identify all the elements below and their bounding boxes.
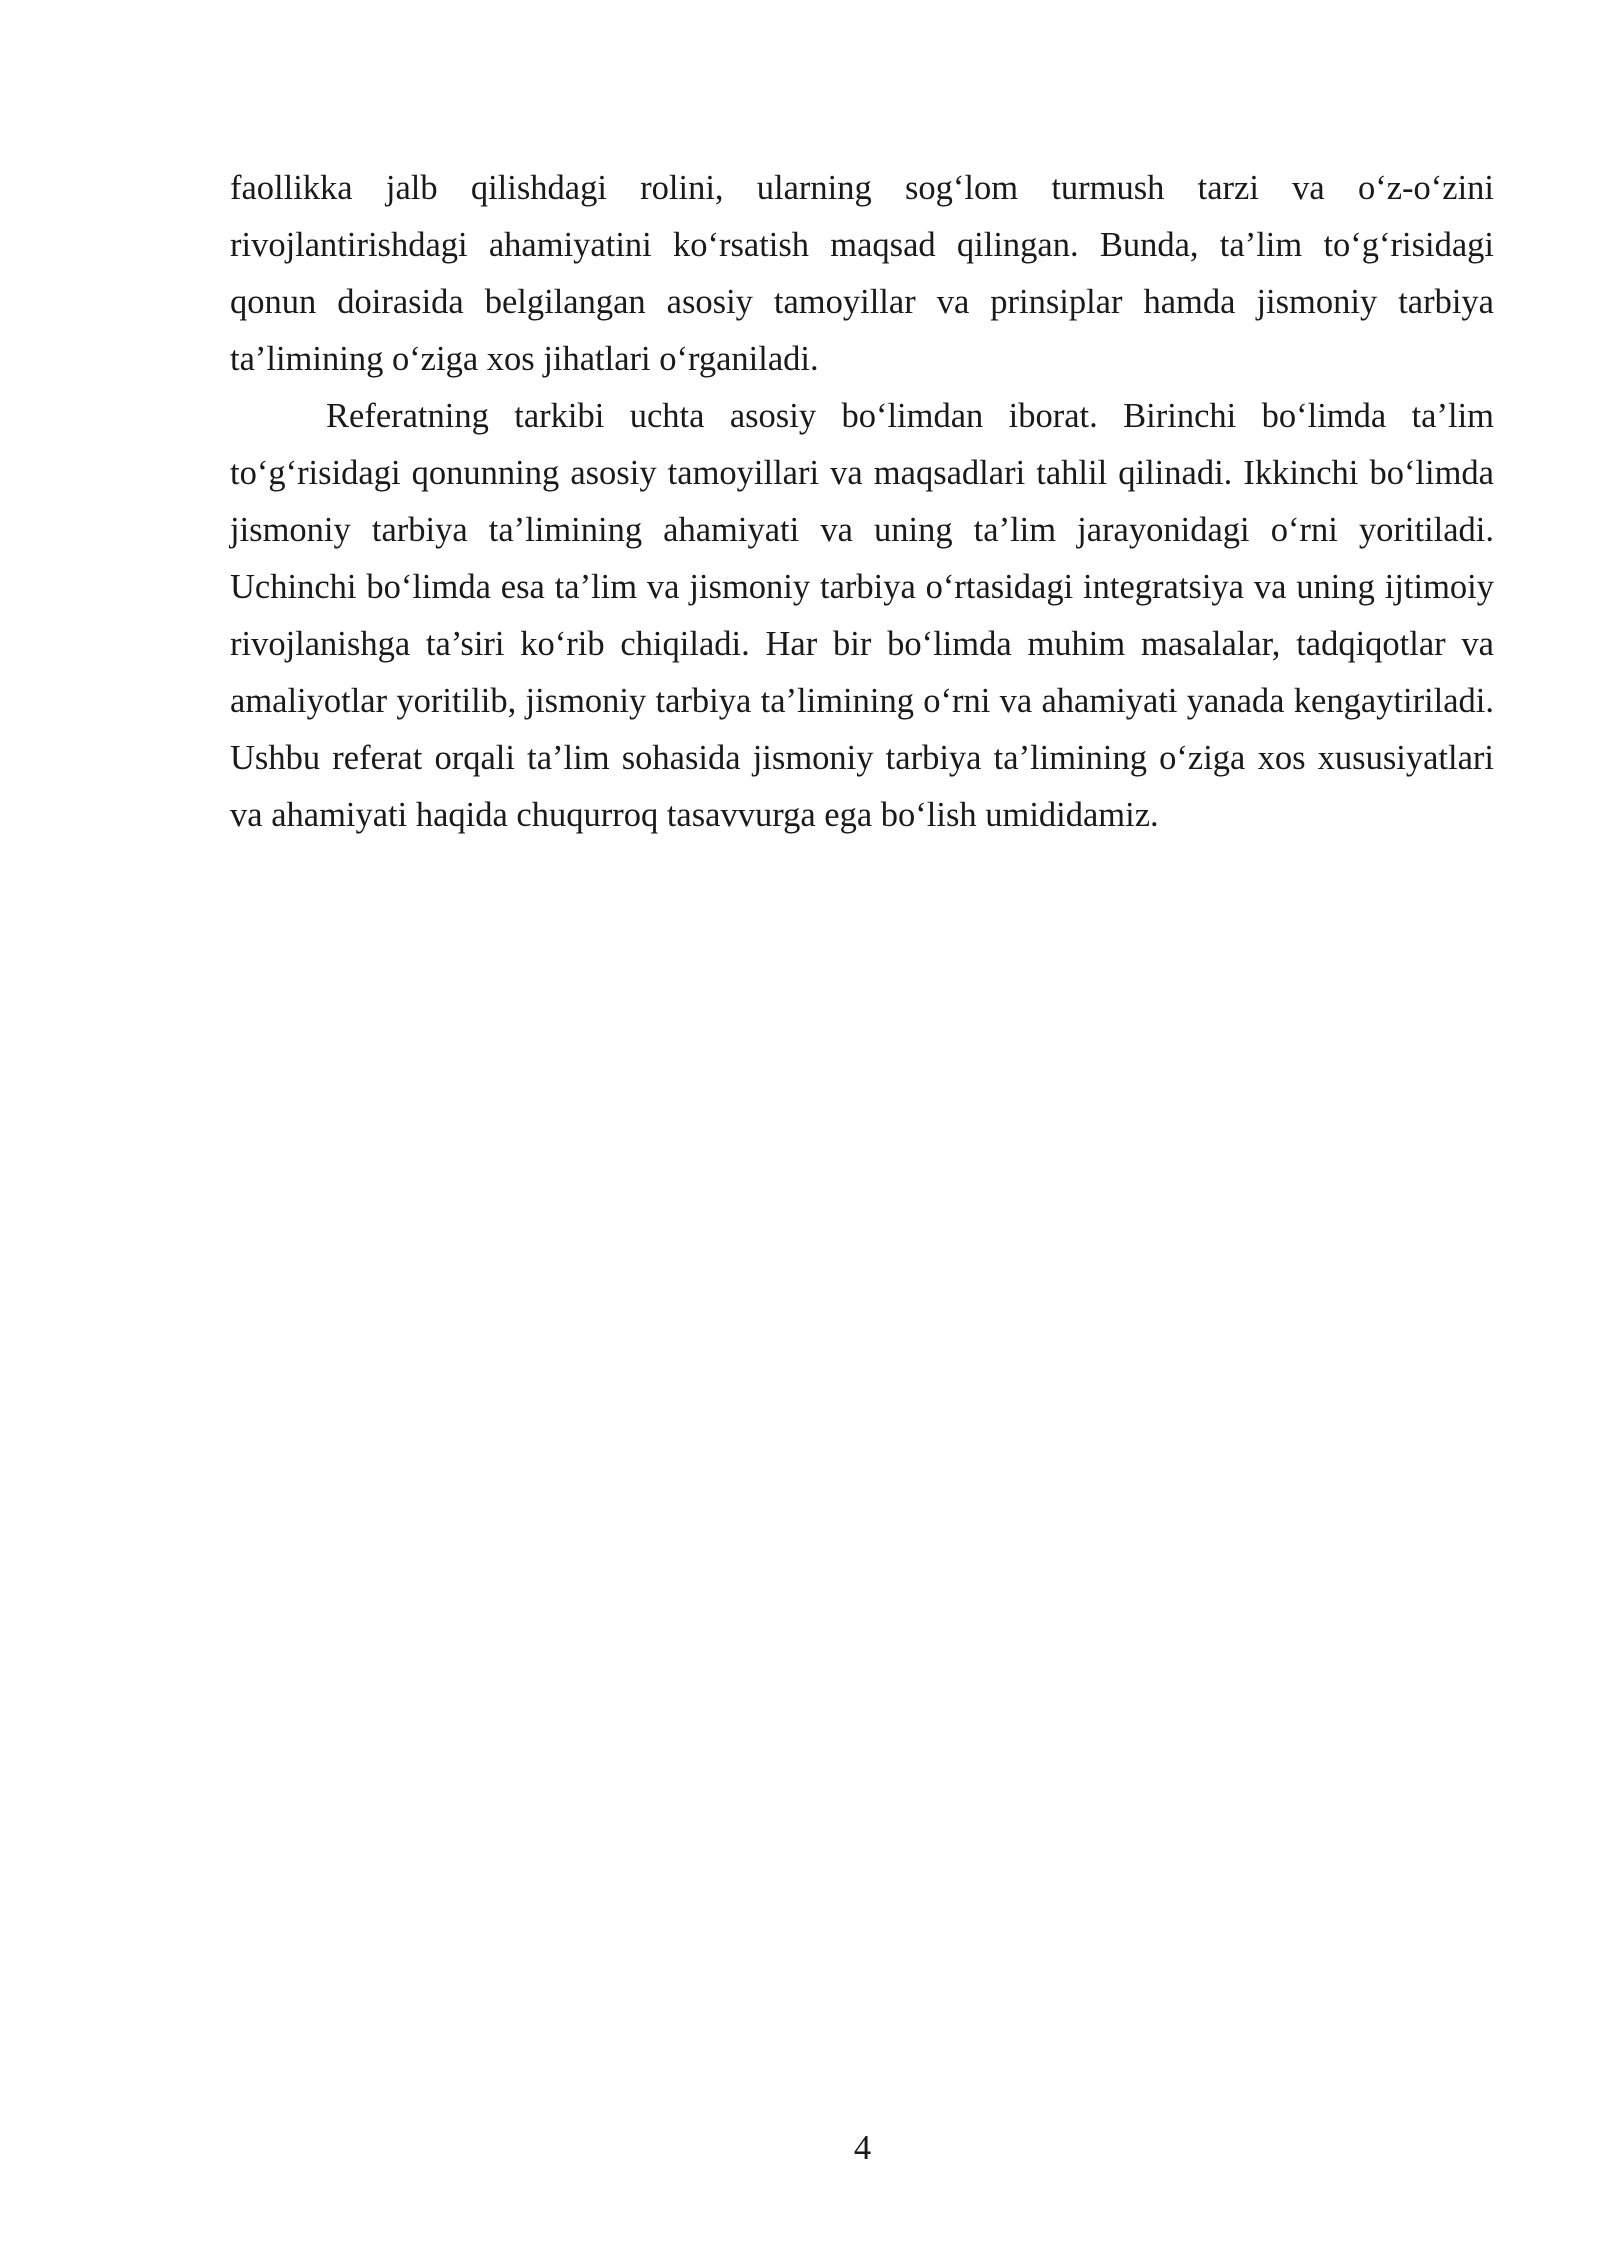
paragraph-structure-overview: Referatning tarkibi uchta asosiy bo‘limdan iborat. Birinchi bo‘limda ta’lim to‘g‘risidagi qonunning asosiy tamoyillari va maqsadlari tahlil qilinadi. Ikkinchi bo‘limda jismoniy tarbiya ta’limining ahamiyati va uning ta’lim jarayonidagi o‘rni yoritiladi. Uchinchi bo‘limda esa ta’lim va jismoniy tarbiya o‘rtasidagi integratsiya va uning ijtimoiy rivojlanishga ta’siri ko‘rib chiqiladi. Har bir bo‘limda muhim masalalar, tadqiqotlar va amaliyotlar yoritilib, jismoniy tarbiya ta’limining o‘rni va ahamiyati yanada kengaytiriladi. Ushbu referat orqali ta’lim sohasida jismoniy tarbiya ta’limining o‘ziga xos xususiyatlari va ahamiyati haqida chuqurroq tasavvurga ega bo‘lish umididamiz.	[230, 397, 1494, 834]
document-body	[230, 160, 1494, 844]
paragraph-continuation: faollikka jalb qilishdagi rolini, ularning sog‘lom turmush tarzi va o‘z-o‘zini rivojlantirishdagi ahamiyatini ko‘rsatish maqsad qilingan. Bunda, ta’lim to‘g‘risidagi qonun doirasida belgilangan asosiy tamoyillar va prinsiplar hamda jismoniy tarbiya ta’limining o‘ziga xos jihatlari o‘rganiladi.	[230, 169, 1494, 378]
page-number: 4	[853, 2129, 872, 2167]
